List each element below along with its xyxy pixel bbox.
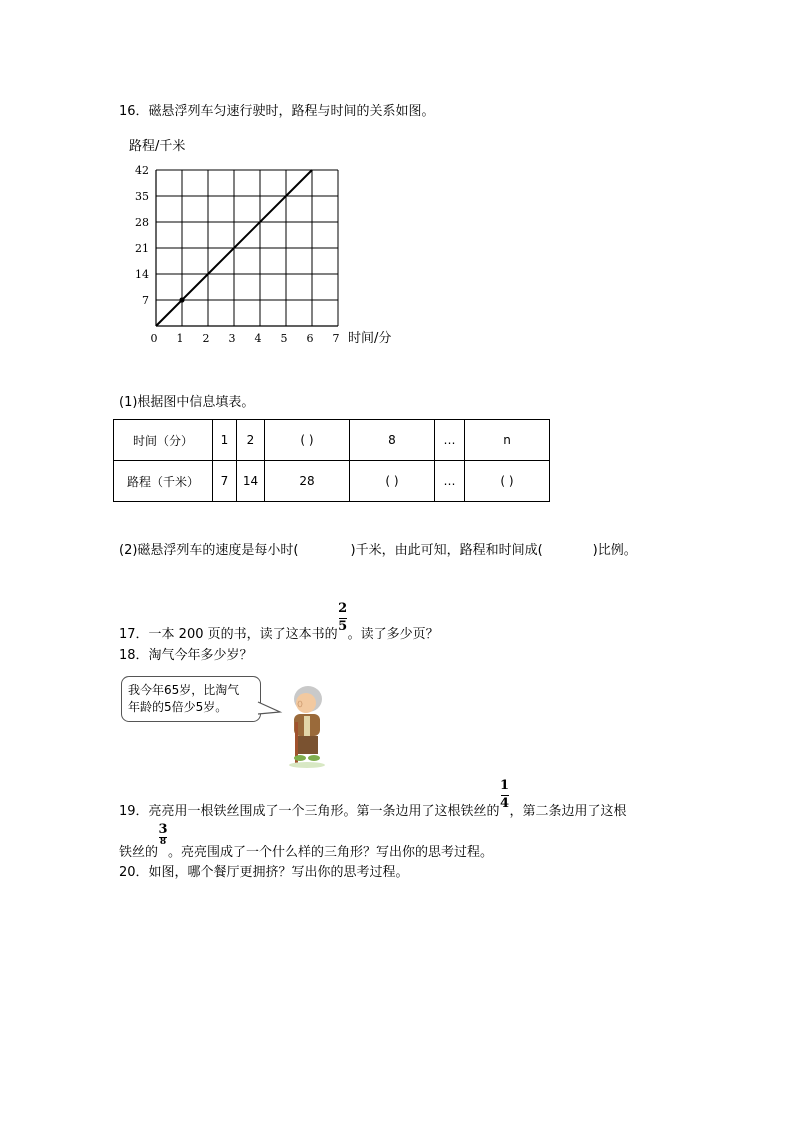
table-row	[114, 420, 550, 461]
q16-stem: 16．磁悬浮列车匀速行驶时，路程与时间的关系如图。	[119, 104, 435, 119]
q19-text-b: ，第二条边用了这根	[509, 804, 627, 819]
fraction-numerator: 3	[158, 822, 168, 837]
q16-part2	[119, 543, 637, 559]
q16-part2-b: )千米，由此可知，路程和时间成(	[350, 543, 543, 558]
q19-line-2	[119, 822, 494, 861]
x-tick-label: 5	[280, 332, 288, 345]
bubble-line-2: 年龄的5倍少5岁。	[128, 700, 228, 714]
speech-bubble	[121, 676, 261, 722]
bubble-line-1: 我今年65岁，比淘气	[128, 683, 240, 697]
q17-text-b: 。读了多少页？	[347, 627, 439, 642]
table-cell: 14	[237, 461, 265, 502]
q17-line	[119, 601, 439, 643]
table-header-time: 时间（分）	[114, 420, 213, 461]
y-tick-label: 14	[135, 268, 149, 281]
y-tick-label: 21	[135, 242, 149, 255]
table-cell: 8	[350, 420, 435, 461]
table-cell-blank[interactable]: ( )	[465, 461, 550, 502]
speech-bubble-tail	[254, 700, 284, 720]
q17-text-a: 17．一本 200 页的书，读了这本书的	[119, 627, 338, 642]
table-cell-blank[interactable]: ( )	[265, 420, 350, 461]
q18-stem: 18．淘气今年多少岁？	[119, 648, 253, 663]
table-header-distance: 路程（千米）	[114, 461, 213, 502]
q19-text-c: 铁丝的	[119, 845, 159, 860]
fill-table	[113, 419, 550, 502]
x-tick-label: 1	[176, 332, 184, 345]
q19-text-d: 。亮亮围成了一个什么样的三角形？写出你的思考过程。	[168, 845, 494, 860]
fraction-numerator: 1	[500, 778, 510, 793]
x-axis-title: 时间/分	[348, 331, 392, 346]
fraction-1-4	[500, 778, 510, 815]
q19-line-1	[119, 778, 627, 820]
fraction-numerator: 2	[338, 601, 348, 616]
table-cell: …	[435, 420, 465, 461]
x-tick-label: 2	[202, 332, 210, 345]
q20-stem: 20．如图，哪个餐厅更拥挤？写出你的思考过程。	[119, 865, 409, 880]
table-cell: 28	[265, 461, 350, 502]
q19-text-a: 19．亮亮用一根铁丝围成了一个三角形。第一条边用了这根铁丝的	[119, 804, 500, 819]
y-axis-title: 路程/千米	[129, 139, 186, 154]
x-tick-label: 4	[254, 332, 262, 345]
table-row	[114, 461, 550, 502]
data-point	[179, 297, 184, 302]
x-tick-label: 3	[228, 332, 236, 345]
table-cell: 2	[237, 420, 265, 461]
y-tick-label: 42	[135, 164, 149, 177]
fraction-denominator: 5	[338, 619, 348, 634]
table-cell-blank[interactable]: ( )	[350, 461, 435, 502]
fraction-denominator: 8	[159, 837, 167, 847]
y-tick-label: 28	[135, 216, 149, 229]
table-cell: n	[465, 420, 550, 461]
x-tick-label: 0	[150, 332, 158, 345]
q16-part2-a: (2)磁悬浮列车的速度是每小时(	[119, 543, 299, 558]
distance-time-chart	[110, 132, 410, 352]
x-tick-label: 6	[306, 332, 314, 345]
y-tick-label: 35	[135, 190, 149, 203]
grandpa-illustration	[282, 682, 332, 772]
table-cell: 7	[213, 461, 237, 502]
table-cell: 1	[213, 420, 237, 461]
table-cell: …	[435, 461, 465, 502]
fraction-denominator: 4	[500, 796, 510, 811]
q16-part2-c: )比例。	[592, 543, 637, 558]
x-tick-label: 7	[332, 332, 340, 345]
fraction-2-5	[338, 601, 348, 638]
fraction-3-8	[158, 822, 168, 856]
y-tick-label: 7	[142, 294, 149, 307]
q16-part1: (1)根据图中信息填表。	[119, 395, 255, 410]
